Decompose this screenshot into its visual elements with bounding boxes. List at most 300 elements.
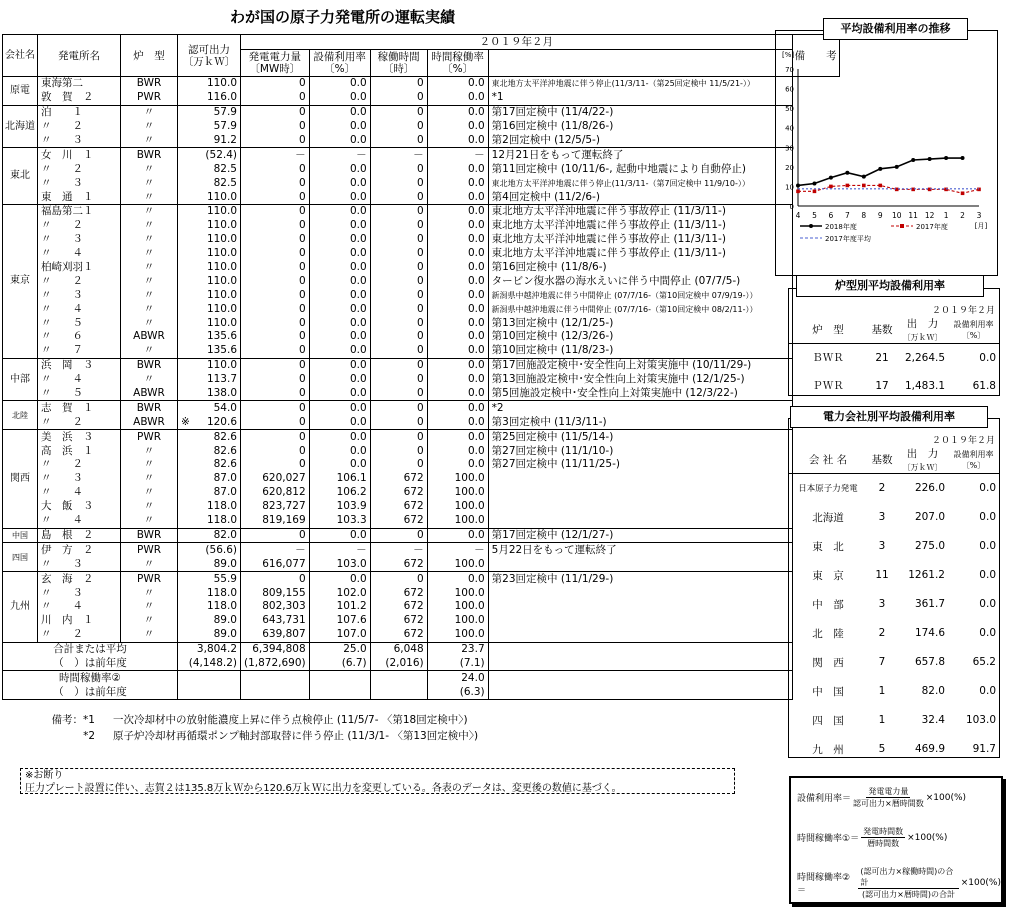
table-row	[3, 247, 840, 261]
side-cell: 東 京	[812, 569, 844, 582]
totals-cell: 6,048	[370, 642, 427, 656]
legend-label: 2018年度	[825, 223, 857, 231]
totals-cell	[178, 671, 241, 685]
side-cell: 3	[878, 598, 886, 610]
table-row	[3, 330, 840, 344]
reactor-type: PWR	[121, 91, 178, 105]
energy: 0	[241, 373, 310, 387]
side-row	[789, 735, 999, 764]
capacity: 113.7	[178, 373, 241, 387]
operating-hours: 672	[370, 486, 427, 500]
capacity: 110.0	[178, 302, 241, 316]
x-tick-label: 2	[960, 211, 965, 220]
side-cell: 5	[878, 743, 886, 755]
utilization: 0.0	[309, 134, 370, 148]
reactor-type: 〃	[121, 134, 178, 148]
energy: 0	[241, 233, 310, 247]
plant-name: 〃 ２	[38, 219, 121, 233]
plant-name: 〃 ３	[38, 472, 121, 486]
hourly-rate: 0.0	[427, 247, 488, 261]
reactor-type: PWR	[121, 543, 178, 557]
table-row	[3, 572, 840, 586]
reactor-type: 〃	[121, 120, 178, 134]
remark: 第27回定検中 (11/11/25-)	[488, 458, 792, 472]
totals-cell: (2,016)	[370, 657, 427, 671]
trend-chart-box	[775, 30, 998, 276]
remark: 東北地方太平洋沖地震に伴う事故停止 (11/3/11-)	[488, 247, 792, 261]
header-remarks: 備 考	[792, 35, 839, 77]
operating-hours: 0	[370, 288, 427, 302]
hourly-rate: 0.0	[427, 358, 488, 372]
disclaimer	[20, 768, 735, 794]
plant-name: 東海第二	[38, 77, 121, 91]
energy: 616,077	[241, 557, 310, 571]
header-reactor: 炉 型	[121, 35, 178, 77]
reactor-type: BWR	[121, 528, 178, 543]
plant-name: 〃 ２	[38, 415, 121, 429]
totals-cell: 6,394,808	[241, 642, 310, 656]
y-tick-label: 60	[785, 85, 794, 94]
data-point	[812, 181, 816, 185]
header-util: 設備利用率 〔%〕	[309, 50, 370, 77]
capacity: 110.0	[178, 261, 241, 275]
side-row	[789, 503, 999, 532]
remark: 第27回定検中 (11/1/10-)	[488, 444, 792, 458]
utilization: 0.0	[309, 77, 370, 91]
capacity: 110.0	[178, 233, 241, 247]
data-point	[895, 188, 899, 192]
remark	[488, 586, 792, 600]
y-tick-label: 20	[785, 163, 794, 172]
company-cell: 中国	[3, 528, 38, 543]
remark: 第5回施設定検中･安全性向上対策実施中 (12/3/22-)	[488, 387, 792, 401]
capacity: 118.0	[178, 586, 241, 600]
hourly-rate: 0.0	[427, 233, 488, 247]
table-row	[3, 176, 840, 190]
capacity: 82.6	[178, 458, 241, 472]
plant-name: 川 内 １	[38, 614, 121, 628]
side-cell: 2,264.5	[904, 351, 946, 364]
reactor-type: 〃	[121, 614, 178, 628]
utilization: 0.0	[309, 176, 370, 190]
totals-cell	[370, 685, 427, 699]
remark: 第23回定検中 (11/1/29-)	[488, 572, 792, 586]
side-cell: 226.0	[914, 482, 945, 495]
reactor-type: 〃	[121, 344, 178, 358]
plant-name: 〃 ４	[38, 486, 121, 500]
hourly-rate: 0.0	[427, 430, 488, 444]
table-row	[3, 401, 840, 415]
capacity: 110.0	[178, 288, 241, 302]
company-cell: 中部	[3, 358, 38, 401]
operating-hours: 0	[370, 444, 427, 458]
legend-label: 2017年度	[916, 223, 948, 231]
reactor-type-grid	[789, 316, 999, 400]
capacity: 118.0	[178, 500, 241, 514]
energy: 0	[241, 316, 310, 330]
utilization: 0.0	[309, 316, 370, 330]
operating-hours: 672	[370, 614, 427, 628]
company-cell: 東北	[3, 148, 38, 205]
remark: 東北地方太平洋沖地震に伴う事故停止 (11/3/11-)	[488, 205, 792, 219]
operating-hours: 0	[370, 330, 427, 344]
remark: 新潟県中越沖地震に伴う中間停止 (07/7/16-（第10回定検中 08/2/11-））	[488, 302, 792, 316]
side-cell: 0.0	[979, 482, 996, 495]
side-cell: ＰＷＲ	[812, 380, 844, 392]
hourly-rate: 0.0	[427, 162, 488, 176]
remark: 第17回定検中 (12/1/27-)	[488, 528, 792, 543]
energy: 0	[241, 176, 310, 190]
remark	[488, 514, 792, 528]
side-cell: 東 北	[812, 540, 844, 553]
header-period: ２０１９年２月	[241, 35, 793, 50]
operating-hours: 0	[370, 233, 427, 247]
table-row	[3, 543, 840, 557]
plant-name: 〃 ３	[38, 233, 121, 247]
side-cell: 中 国	[812, 685, 844, 698]
reactor-type: ABWR	[121, 387, 178, 401]
remark: 東北地方太平洋沖地震に伴う事故停止 (11/3/11-)	[488, 219, 792, 233]
table-row	[3, 134, 840, 148]
utilization: 0.0	[309, 261, 370, 275]
company-table-period: ２０１９年２月	[931, 436, 995, 446]
operating-hours: 672	[370, 628, 427, 642]
energy: －	[241, 148, 310, 162]
hourly-rate: 100.0	[427, 600, 488, 614]
operating-hours: 0	[370, 205, 427, 219]
hourly-rate: 0.0	[427, 134, 488, 148]
data-point	[829, 185, 833, 189]
formula-1: 設備利用率＝ $\frac{\text{発電電力量}}{\text{認可出力×暦時間数}}$ ×100(%)	[797, 787, 967, 808]
capacity: 57.9	[178, 105, 241, 119]
side-cell: 0.0	[979, 685, 996, 697]
table-row	[3, 430, 840, 444]
side-cell: 0.0	[979, 540, 996, 552]
table-row	[3, 261, 840, 275]
energy: 639,807	[241, 628, 310, 642]
data-point	[829, 176, 833, 180]
utilization: 0.0	[309, 373, 370, 387]
energy: 0	[241, 302, 310, 316]
x-tick-label: 11	[908, 211, 918, 220]
capacity: 89.0	[178, 614, 241, 628]
totals-cell	[309, 671, 370, 685]
reactor-type: 〃	[121, 105, 178, 119]
energy: 0	[241, 120, 310, 134]
reactor-table-title: 炉型別平均設備利用率	[796, 275, 984, 297]
table-row	[3, 120, 840, 134]
hourly-rate: 0.0	[427, 91, 488, 105]
data-point	[796, 183, 800, 187]
utilization: 0.0	[309, 387, 370, 401]
table-row	[3, 344, 840, 358]
operating-hours: 0	[370, 528, 427, 543]
totals-cell: （ ）は前年度	[3, 685, 178, 699]
totals-cell	[309, 685, 370, 699]
note-1-marker: 備考：*1	[51, 714, 95, 726]
side-cell: 中 部	[812, 598, 844, 611]
disclaimer-title: ※お断り	[25, 770, 64, 781]
energy: 0	[241, 401, 310, 415]
plant-name: 〃 ２	[38, 120, 121, 134]
plant-name: 〃 ２	[38, 162, 121, 176]
totals-cell: (6.7)	[309, 657, 370, 671]
remark: 新潟県中越沖地震に伴う中間停止 (07/7/16-（第10回定検中 07/9/19-））	[488, 288, 792, 302]
data-point	[796, 190, 800, 194]
legend-marker	[809, 224, 813, 228]
table-row	[3, 205, 840, 219]
plant-name: 高 浜 １	[38, 444, 121, 458]
utilization: 102.0	[309, 586, 370, 600]
legend-label: 2017年度平均	[825, 235, 871, 243]
table-row	[3, 233, 840, 247]
header-plant: 発電所名	[38, 35, 121, 77]
capacity: 135.6	[178, 344, 241, 358]
table-row	[3, 557, 840, 571]
ct-h2: 基数	[871, 454, 893, 466]
hourly-rate: 0.0	[427, 77, 488, 91]
table-row	[3, 444, 840, 458]
hourly-rate: 0.0	[427, 205, 488, 219]
capacity: (52.4)	[178, 148, 241, 162]
side-cell: 1	[878, 685, 886, 697]
hourly-rate: 0.0	[427, 105, 488, 119]
header-company: 会社名	[3, 35, 38, 77]
y-tick-label: 10	[785, 183, 794, 192]
capacity: 82.6	[178, 430, 241, 444]
plant-name: 〃 ３	[38, 176, 121, 190]
utilization: 0.0	[309, 430, 370, 444]
capacity: 91.2	[178, 134, 241, 148]
x-tick-label: 10	[891, 211, 902, 220]
table-row	[3, 387, 840, 401]
utilization: 0.0	[309, 330, 370, 344]
side-cell: 2	[878, 627, 886, 639]
hourly-rate: 0.0	[427, 302, 488, 316]
plant-name: 〃 ４	[38, 514, 121, 528]
utilization: 0.0	[309, 302, 370, 316]
totals-cell: 23.7	[427, 642, 488, 656]
capacity: 82.5	[178, 162, 241, 176]
data-point	[977, 188, 981, 192]
header-capacity: 認可出力 〔万ｋＷ〕	[178, 35, 241, 77]
hourly-rate: 0.0	[427, 415, 488, 429]
reactor-type: 〃	[121, 586, 178, 600]
table-row	[3, 302, 840, 316]
data-point	[895, 165, 899, 169]
hourly-rate: 0.0	[427, 528, 488, 543]
data-point	[928, 157, 932, 161]
operating-hours: －	[370, 543, 427, 557]
capacity: 89.0	[178, 628, 241, 642]
reactor-type: 〃	[121, 373, 178, 387]
capacity: 135.6	[178, 330, 241, 344]
remark: 東北地方太平洋沖地震に伴う停止(11/3/11-（第7回定検中 11/9/10-））	[488, 176, 792, 190]
plant-name: 伊 方 ２	[38, 543, 121, 557]
utilization: 103.0	[309, 557, 370, 571]
reactor-type: 〃	[121, 458, 178, 472]
table-row	[3, 105, 840, 119]
operating-hours: 0	[370, 302, 427, 316]
y-tick-label: 30	[785, 144, 794, 153]
utilization: 107.0	[309, 628, 370, 642]
energy: 0	[241, 105, 310, 119]
reactor-type: 〃	[121, 205, 178, 219]
capacity: 110.0	[178, 219, 241, 233]
company-cell: 北陸	[3, 401, 38, 430]
plant-name: 玄 海 ２	[38, 572, 121, 586]
side-cell: 1,483.1	[904, 379, 946, 392]
hourly-rate: 0.0	[427, 458, 488, 472]
totals-cell: （ ）は前年度	[3, 657, 178, 671]
remark: 第13回施設定検中･安全性向上対策実施中 (12/1/25-)	[488, 373, 792, 387]
capacity: 110.0	[178, 77, 241, 91]
side-cell: 日本原子力発電	[798, 484, 858, 495]
hourly-rate: 0.0	[427, 316, 488, 330]
capacity: 82.0	[178, 528, 241, 543]
company-cell: 四国	[3, 543, 38, 572]
operating-hours: 672	[370, 557, 427, 571]
x-tick-label: 1	[943, 211, 949, 220]
remark: 第16回定検中 (11/8/6-)	[488, 261, 792, 275]
table-row	[3, 77, 840, 91]
company-table	[788, 418, 1000, 758]
utilization: 0.0	[309, 344, 370, 358]
totals-cell: 合計または平均	[3, 642, 178, 656]
reactor-type: ABWR	[121, 330, 178, 344]
reactor-type: BWR	[121, 148, 178, 162]
operating-hours: 0	[370, 176, 427, 190]
hourly-rate: 100.0	[427, 514, 488, 528]
data-point	[862, 184, 866, 188]
totals-cell	[488, 671, 792, 685]
rt-h4: 設備利用率 〔%〕	[953, 319, 994, 340]
energy: 0	[241, 458, 310, 472]
remark: *2	[488, 401, 792, 415]
plant-name: 〃 ２	[38, 458, 121, 472]
data-point	[862, 175, 866, 179]
side-row	[789, 648, 999, 677]
side-cell: 九 州	[812, 743, 844, 756]
table-row	[3, 162, 840, 176]
data-point	[928, 188, 932, 192]
operating-hours: 0	[370, 134, 427, 148]
totals-cell	[241, 685, 310, 699]
table-row	[3, 514, 840, 528]
hourly-rate: 0.0	[427, 219, 488, 233]
totals-row	[3, 642, 840, 656]
operating-hours: 672	[370, 600, 427, 614]
plant-name: 〃 ２	[38, 628, 121, 642]
side-cell: 0.0	[979, 351, 996, 364]
side-cell: 0.0	[979, 569, 996, 581]
utilization: 0.0	[309, 572, 370, 586]
totals-cell: 25.0	[309, 642, 370, 656]
reactor-type: 〃	[121, 247, 178, 261]
energy: 620,027	[241, 472, 310, 486]
energy: 0	[241, 274, 310, 288]
side-cell: 103.0	[965, 714, 996, 726]
remark	[488, 486, 792, 500]
reactor-type: 〃	[121, 176, 178, 190]
y-tick-label: 70	[785, 66, 794, 74]
side-cell: 関 西	[812, 656, 844, 669]
capacity: 89.0	[178, 557, 241, 571]
capacity-mark: ※	[181, 415, 190, 428]
totals-cell	[488, 685, 792, 699]
operating-hours: 0	[370, 458, 427, 472]
table-row	[3, 358, 840, 372]
plant-name: 〃 ４	[38, 247, 121, 261]
totals-cell: (1,872,690)	[241, 657, 310, 671]
utilization: 0.0	[309, 274, 370, 288]
utilization: 0.0	[309, 120, 370, 134]
side-cell: 275.0	[914, 540, 945, 552]
table-row	[3, 586, 840, 600]
capacity: 87.0	[178, 486, 241, 500]
plant-name: 〃 ７	[38, 344, 121, 358]
totals-row	[3, 657, 840, 671]
operating-hours: 672	[370, 586, 427, 600]
operating-hours: 0	[370, 387, 427, 401]
operating-hours: 0	[370, 162, 427, 176]
side-cell: 7	[878, 656, 886, 668]
side-row	[789, 372, 999, 400]
note-1: 一次冷却材中の放射能濃度上昇に伴う点検停止 (11/5/7- 〈第18回定検中〉)	[113, 714, 468, 726]
y-axis-label: [%]	[782, 51, 795, 59]
data-point	[845, 171, 849, 175]
company-cell: 原電	[3, 77, 38, 106]
table-row	[3, 600, 840, 614]
reactor-type: BWR	[121, 77, 178, 91]
capacity: 118.0	[178, 600, 241, 614]
capacity-value: 120.6	[206, 415, 237, 428]
data-point	[878, 167, 882, 171]
energy: 0	[241, 444, 310, 458]
energy: 809,155	[241, 586, 310, 600]
utilization: 0.0	[309, 458, 370, 472]
reactor-type: 〃	[121, 274, 178, 288]
energy: 0	[241, 205, 310, 219]
remark: 第4回定検中 (11/2/6-)	[488, 190, 792, 204]
reactor-type-table	[788, 288, 1000, 396]
hourly-rate: 0.0	[427, 274, 488, 288]
side-cell: 3	[878, 511, 886, 523]
energy: 0	[241, 430, 310, 444]
capacity: 118.0	[178, 514, 241, 528]
plant-name: 〃 ３	[38, 557, 121, 571]
x-axis-label: [月]	[974, 222, 988, 230]
x-tick-label: 6	[828, 211, 834, 220]
capacity: 110.0	[178, 190, 241, 204]
capacity: 57.9	[178, 120, 241, 134]
reactor-type: 〃	[121, 500, 178, 514]
y-tick-label: 40	[785, 124, 794, 133]
plant-name: 東 通 １	[38, 190, 121, 204]
notes	[20, 712, 478, 744]
chart-title: 平均設備利用率の推移	[823, 18, 968, 40]
data-point	[944, 156, 948, 160]
table-row	[3, 472, 840, 486]
utilization: 106.1	[309, 472, 370, 486]
capacity: (56.6)	[178, 543, 241, 557]
operating-hours: 0	[370, 77, 427, 91]
hourly-rate: 0.0	[427, 373, 488, 387]
utilization: 0.0	[309, 105, 370, 119]
utilization: －	[309, 543, 370, 557]
data-point	[911, 188, 915, 192]
energy: 0	[241, 358, 310, 372]
